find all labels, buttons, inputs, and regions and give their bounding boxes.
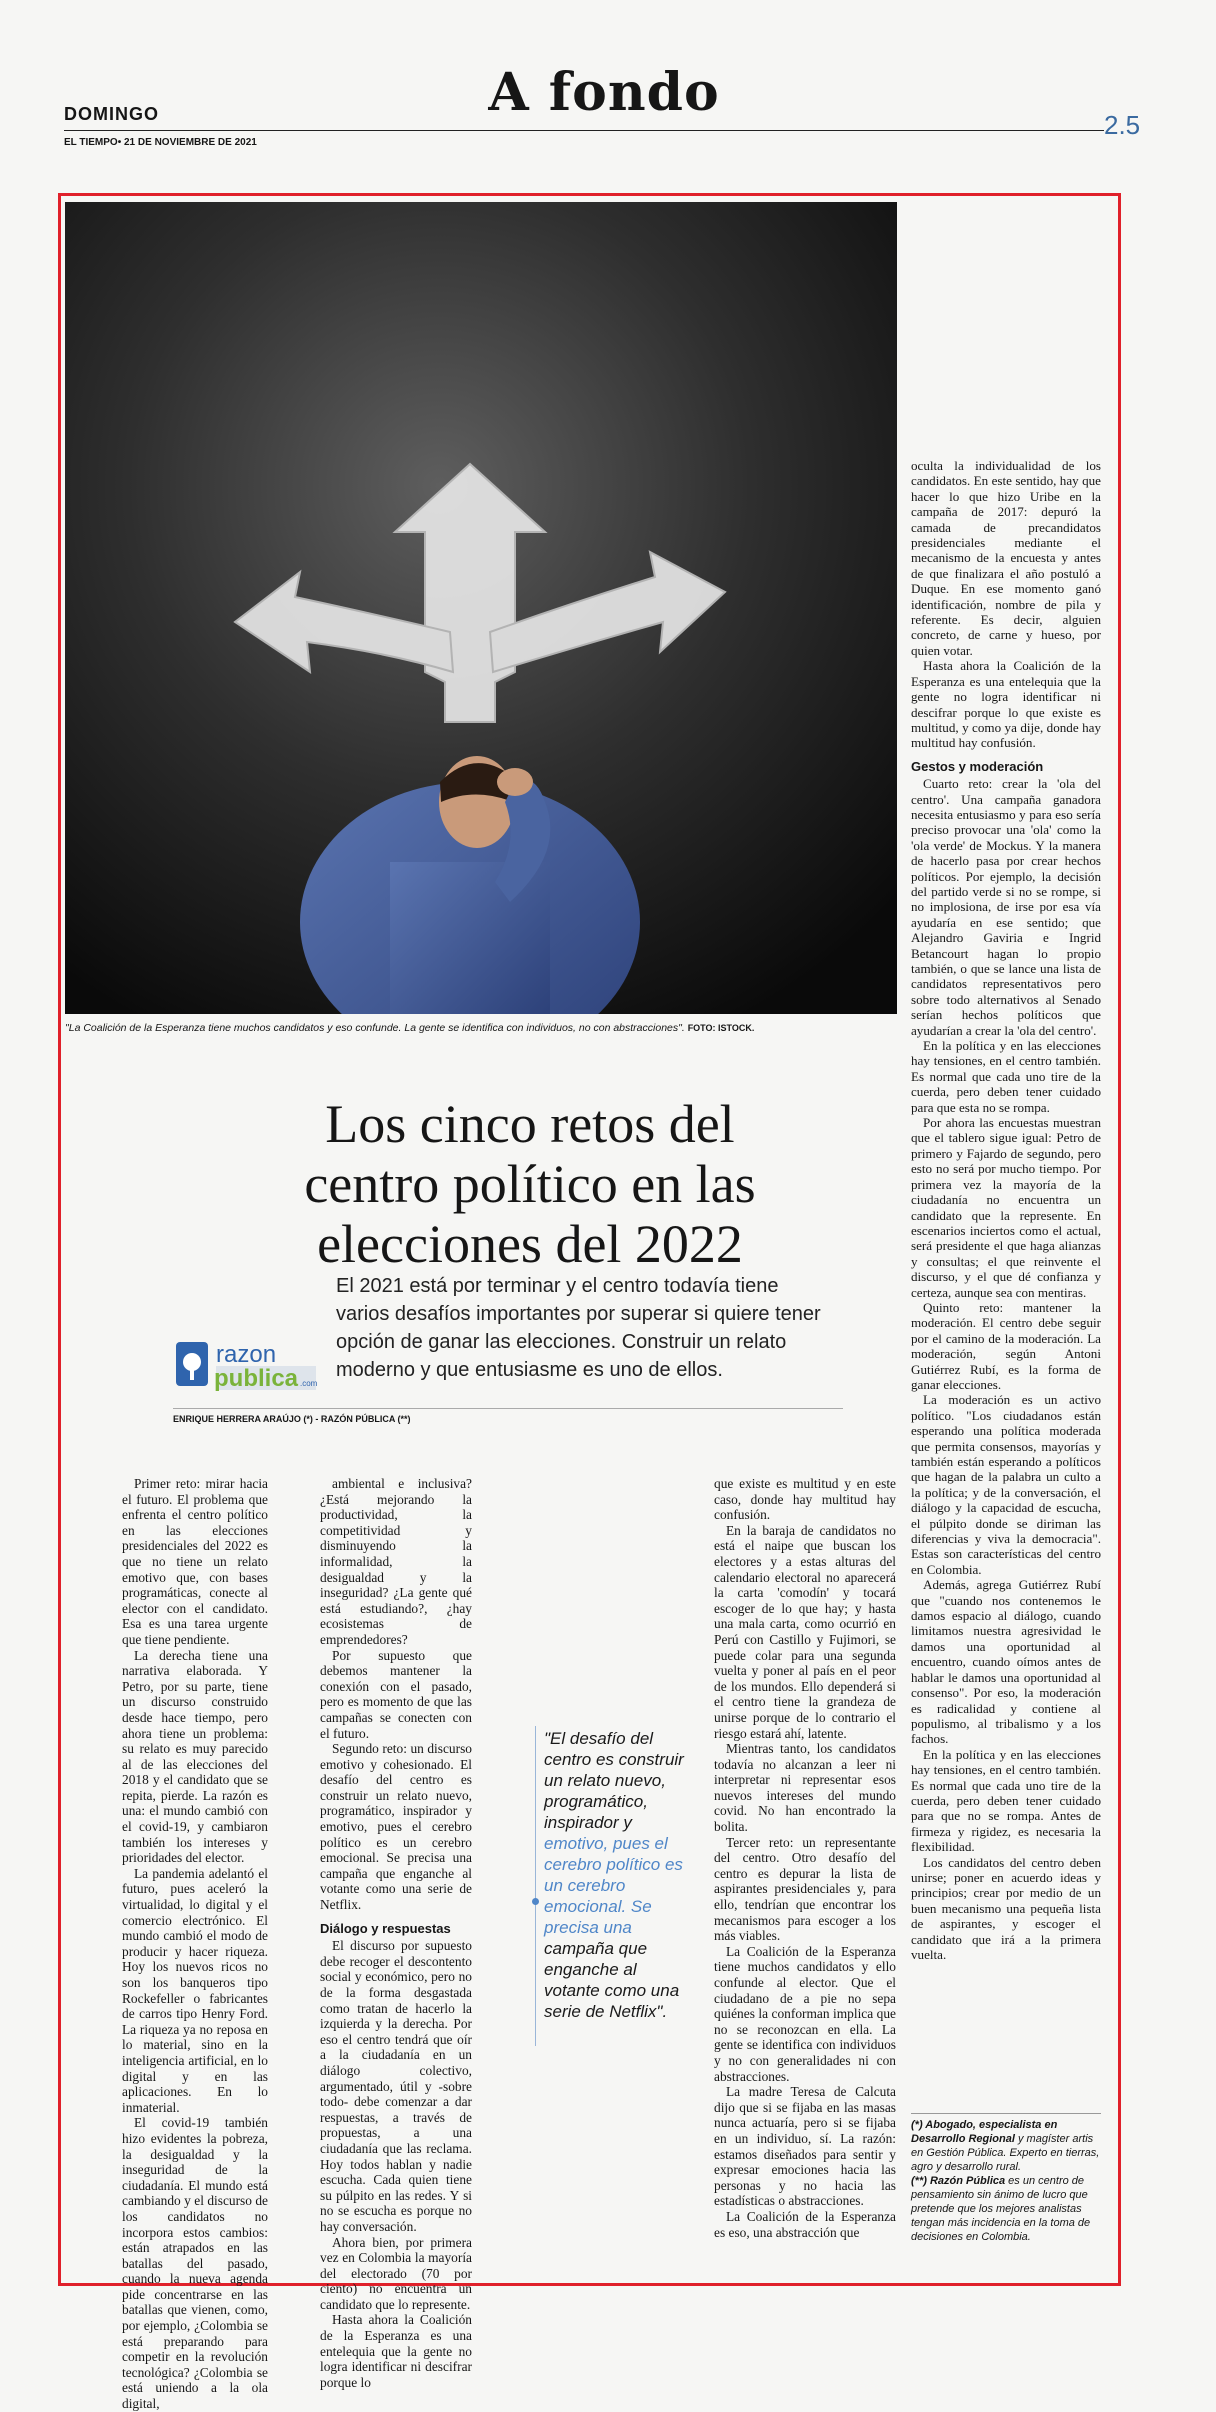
day-label: DOMINGO bbox=[64, 104, 159, 124]
paragraph: En la política y en las elecciones hay tensiones, en el centro también. Es normal que cada uno tire de la cuerda, pero deben tener cuidado para que no se rompa. Antes de firmeza y rigidez, es necesaria la flexibilidad. bbox=[911, 1746, 1101, 1855]
section-title: A fondo bbox=[488, 62, 720, 123]
note-rp-rest: es un centro de pensamiento sin ánimo de lucro que pretende que los mejores analistas tengan más incidencia en la toma de decisiones en Colombia. bbox=[911, 2175, 1091, 2243]
paragraph: El covid-19 también hizo evidentes la pobreza, la desigualdad y la inseguridad de la ciudadanía. El mundo está cambiando y el discurso de los candidatos no incorpora estos cambios: están atrapados en las batallas del pasado, cuando la nueva agenda pide concentrarse en las batallas que vienen, como, por ejemplo, ¿Colombia se está preparando para competir en la revolución tecnológica? ¿Colombia se está uniendo a la ola digital, bbox=[122, 2115, 268, 2412]
byline-rule bbox=[173, 1408, 843, 1409]
paragraph: Ahora bien, por primera vez en Colombia la mayoría del electorado (70 por ciento) no encuentra un candidato que lo represente. bbox=[320, 2234, 472, 2312]
dateline bbox=[64, 137, 257, 148]
paragraph: Hasta ahora la Coalición de la Esperanza es una entelequia que la gente no logra identificar ni descifrar porque lo que existe es multitud, y como ya dije, donde hay multitud hay confusión. bbox=[911, 658, 1101, 751]
column-1 bbox=[122, 1476, 268, 2412]
lede: El 2021 está por terminar y el centro todavía tiene varios desafíos importantes por superar si quiere tener opción de ganar las elecciones. Construir un relato moderno y que entusiasme es uno de ellos. bbox=[336, 1275, 821, 1381]
pullquote-part-3: campaña que enganche al votante como una serie de Netflix". bbox=[544, 1939, 680, 2021]
column-3 bbox=[714, 1476, 896, 2240]
note-rp-bold: (**) Razón Pública bbox=[911, 2175, 1006, 2187]
photo-caption bbox=[65, 1022, 897, 1034]
paragraph: ambiental e inclusiva? ¿Está mejorando la productividad, la competitividad y disminuyendo la informalidad, la desigualdad y la inseguridad? ¿La gente qué está estudiando?, ¿hay ecosistemas de emprendedores? bbox=[320, 1476, 472, 1647]
paragraph: En la política y en las elecciones hay tensiones, en el centro también. Es normal que cada uno tire de la cuerda, pero deben tener cuidado para que esta no se rompa. bbox=[911, 1038, 1101, 1115]
paragraph: Cuarto reto: crear la 'ola del centro'. Una campaña ganadora necesita entusiasmo y para eso sería preciso provocar una 'ola' como la 'ola verde' de Mockus. Y la manera de hacerlo pasa por crear hechos políticos. Por ejemplo, la decisión del partido verde si no se rompe, si no implosiona, de irse por esa vía ayudaría en ese sentido; que Alejandro Gaviria e Ingrid Betancourt hagan lo propio también, o que se lance una lista de candidatos representativos pero sobre todo alternativos al Senado serían hechos políticos que ayudarían a crear la 'ola del centro'. bbox=[911, 776, 1101, 1038]
subheading-dialogo: Diálogo y respuestas bbox=[320, 1920, 451, 1936]
headline-line-2: centro político en las bbox=[304, 1154, 756, 1215]
column-4 bbox=[911, 458, 1101, 1962]
paragraph: Quinto reto: mantener la moderación. El centro debe seguir por el camino de la moderación. La moderación, según Antoni Gutiérrez Rubí, es la forma de ganar elecciones. bbox=[911, 1299, 1101, 1392]
paragraph: Tercer reto: un representante del centro. Otro desafío del centro es depurar la lista de aspirantes presidenciales y, para ello, tendrían que encontrar los mecanismos para escoger a los más viables. bbox=[714, 1834, 896, 1944]
paragraph: La moderación es un activo político. "Los ciudadanos están esperando una política moderada que permita consensos, mayorías y también están esperando a políticos que hagan de la palabra un culto a la política; y de la conversación, el diálogo y la capacidad de escucha, el púlpito donde se diriman las diferencias y viva la democracia". Estas son características del centro en Colombia. bbox=[911, 1392, 1101, 1577]
paragraph: que existe es multitud y en este caso, donde hay multitud hay confusión. bbox=[714, 1476, 896, 1523]
paragraph: Por supuesto que debemos mantener la conexión con el pasado, pero es momento de que las campañas se conecten con el futuro. bbox=[320, 1647, 472, 1741]
razon-publica-icon bbox=[176, 1336, 326, 1394]
razon-publica-logo bbox=[176, 1336, 326, 1394]
paragraph: La pandemia adelantó el futuro, pues aceleró la virtualidad, lo digital y el comercio electrónico. El mundo cambió el modo de producir y hacer riqueza. Hoy los nuevos ricos no son los banqueros tipo Rockefeller o fabricantes de carros tipo Henry Ford. La riqueza ya no reposa en lo material, sino en la inteligencia artificial, en lo digital y en las aplicaciones. En lo inmaterial. bbox=[122, 1865, 268, 2115]
note-author-rest: y magíster artis en Gestión Pública. Experto en tierras, agro y desarrollo rural. bbox=[911, 2133, 1100, 2173]
note-author bbox=[911, 2118, 1101, 2174]
caption-text: "La Coalición de la Esperanza tiene muchos candidatos y eso confunde. La gente se identifica con individuos, no con abstracciones". bbox=[65, 1022, 685, 1034]
date: • 21 DE NOVIEMBRE DE 2021 bbox=[117, 137, 257, 148]
pullquote-dot-icon bbox=[532, 1898, 539, 1905]
headline-line-1: Los cinco retos del bbox=[325, 1094, 735, 1155]
pullquote-part-2: emotivo, pues el cerebro político es un cerebro emocional. Se precisa una bbox=[544, 1834, 683, 1937]
paragraph: El discurso por supuesto debe recoger el descontento social y económico, pero no de la forma desgastada como tratan de hacerlo la izquierda y la derecha. Por eso el centro tendrá que oír a la ciudadanía en un diálogo colectivo, argumentado, útil y -sobre todo- debe comenzar a dar respuestas, a través de propuestas, a una ciudadanía que las reclama. Hoy todos hablan y nadie escucha. Cada quien tiene su púlpito en las redes. Y si no se escucha es porque no hay conversación. bbox=[320, 1938, 472, 2234]
logo-text-publica: publica bbox=[214, 1365, 299, 1392]
paragraph: Además, agrega Gutiérrez Rubí que "cuando nos contenemos le damos espacio al diálogo, cuando limitamos nuestra agresividad le damos una oportunidad al encuentro, cuando oímos antes de hablar le damos una oportunidad al consenso". Por eso, la moderación es radicalidad y contiene al populismo, al tribalismo y a los fachos. bbox=[911, 1577, 1101, 1747]
paragraph: Primer reto: mirar hacia el futuro. El problema que enfrenta el centro político en las elecciones presidenciales del 2022 es que no tiene un relato emotivo que, con bases programáticas, conecte al elector con el candidato. Esa es una tarea urgente que tiene pendiente. bbox=[122, 1476, 268, 1647]
paragraph: oculta la individualidad de los candidatos. En este sentido, hay que hacer lo que hizo Uribe en la campaña de 2017: depuró la camada de precandidatos presidenciales mediante el mecanismo de la encuesta y antes de que finalizara el año postuló a Duque. En ese momento ganó identificación, nombre de pila y referente. Es decir, alguien concreto, de carne y hueso, por quien votar. bbox=[911, 458, 1101, 658]
column-2 bbox=[320, 1476, 472, 2390]
pullquote bbox=[544, 1728, 694, 2022]
paragraph: Mientras tanto, los candidatos todavía no alcanzan a leer ni interpretar ni representar esos nuevos intereses del mundo covid. No han encontrado la bolita. bbox=[714, 1741, 896, 1835]
author-notes bbox=[911, 2113, 1101, 2244]
header-rule bbox=[64, 130, 1104, 131]
headline bbox=[180, 1094, 880, 1274]
paragraph: La Coalición de la Esperanza tiene muchos candidatos y ello confunde al elector. Que el ciudadano de a pie no sepa quiénes la conforman implica que no se reconozcan en ella. La gente se identifica con individuos y no con generalidades ni con abstracciones. bbox=[714, 1943, 896, 2084]
paragraph: La derecha tiene una narrativa elaborada. Y Petro, por su parte, tiene un discurso construido desde hace tiempo, pero ahora tiene un problema: su relato es muy parecido al de las elecciones del 2018 y el candidato que se repita, pierde. La razón es una: el mundo cambió con el covid-19, y cambiaron también los intereses y prioridades del elector. bbox=[122, 1647, 268, 1866]
pullquote-rule bbox=[535, 1726, 536, 2046]
chalkboard-arrows-illustration bbox=[65, 202, 897, 1014]
photo-credit: FOTO: ISTOCK. bbox=[687, 1023, 755, 1033]
paragraph: En la baraja de candidatos no está el naipe que buscan los electores y a estas alturas del calendario electoral no aparecerá la carta 'comodín' y tocará escoger de lo que hay; y hasta una mala carta, como ocurrió en Perú con Castillo y Fujimori, se puede colar para una segunda vuelta y poner al país en el peor de los mundos. Ello dependerá si el centro tiene la grandeza de unirse porque de lo contrario el riesgo estará ahí, latente. bbox=[714, 1522, 896, 1741]
paragraph: La madre Teresa de Calcuta dijo que si se fijaba en las masas nunca actuaría, pero si se fijaba en un individuo, sí. La razón: estamos diseñados para sentir y expresar emociones hacia las personas y no hacia las estadísticas o abstracciones. bbox=[714, 2084, 896, 2209]
paragraph: Por ahora las encuestas muestran que el tablero sigue igual: Petro de primero y Fajardo de segundo, pero esto no será por mucho tiempo. Por primera vez la mayoría de la ciudadanía no encuentra un candidato que la represente. En escenarios inciertos como el actual, será presidente el que haga alianzas y consultas; el que reinvente el discurso, y el que dé confianza y certeza, aunque sea con mentiras. bbox=[911, 1115, 1101, 1300]
byline: ENRIQUE HERRERA ARAÚJO (*) - RAZÓN PÚBLICA (**) bbox=[173, 1414, 411, 1424]
subheading-gestos: Gestos y moderación bbox=[911, 758, 1044, 774]
page-number: 2.5 bbox=[1104, 110, 1141, 140]
article-photo bbox=[65, 202, 897, 1014]
paragraph: Los candidatos del centro deben unirse; poner en acuerdo ideas y principios; crear por medio de un buen mecanismo una pequeña lista de aspirantes, y escoger el candidato que irá a la primera vuelta. bbox=[911, 1854, 1101, 1962]
paragraph: Hasta ahora la Coalición de la Esperanza es una entelequia que la gente no logra identificar ni descifrar porque lo bbox=[320, 2312, 472, 2390]
note-author-bold: (*) Abogado, especialista en Desarrollo Regional bbox=[911, 2119, 1058, 2145]
headline-line-3: elecciones del 2022 bbox=[317, 1214, 743, 1275]
logo-text-razon: razon bbox=[216, 1341, 277, 1368]
logo-text-suffix: .com bbox=[300, 1379, 318, 1388]
paragraph: La Coalición de la Esperanza es eso, una abstracción que bbox=[714, 2208, 896, 2240]
paragraph: Segundo reto: un discurso emotivo y cohesionado. El desafío del centro es construir un relato nuevo, programático, inspirador y emotivo, pues el cerebro político es un cerebro emocional. Se precisa una campaña que enganche al votante como una serie de Netflix. bbox=[320, 1741, 472, 1913]
paper-name: EL TIEMPO bbox=[64, 137, 118, 148]
pullquote-part-1: "El desafío del centro es construir un relato nuevo, programático, inspirador y bbox=[544, 1729, 684, 1832]
note-razon-publica bbox=[911, 2174, 1101, 2244]
